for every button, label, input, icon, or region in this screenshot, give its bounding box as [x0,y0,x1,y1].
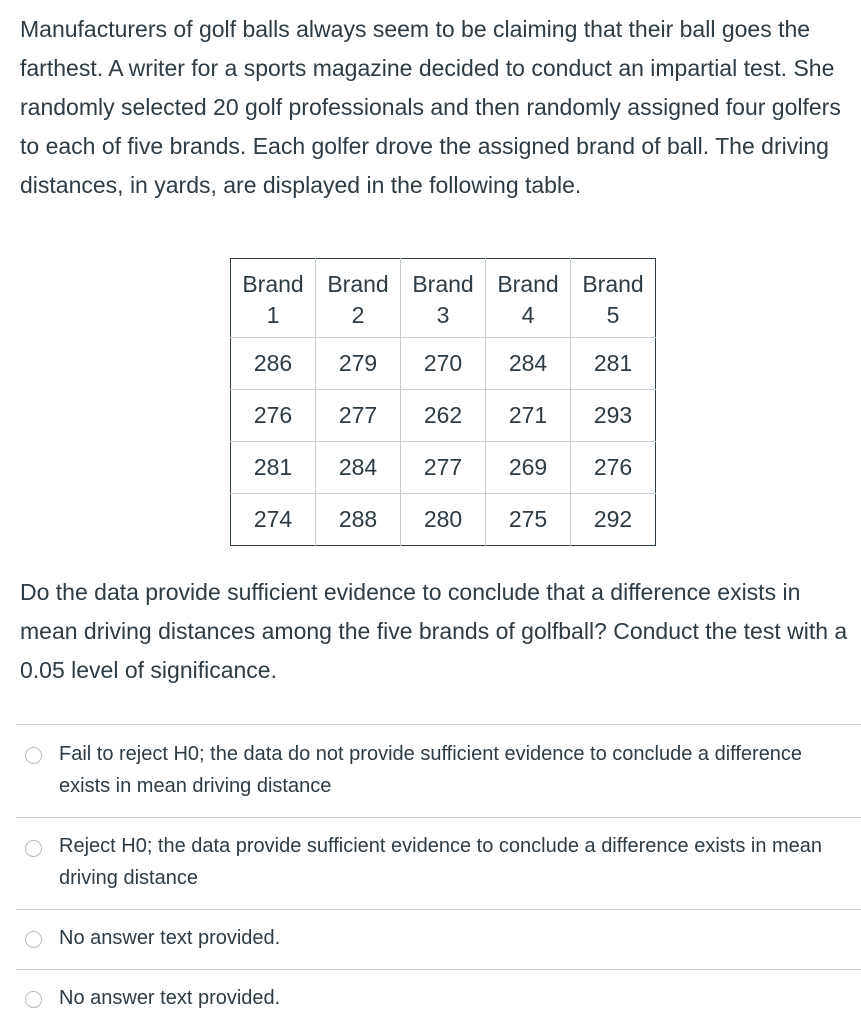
table-header-brand-5: Brand 5 [571,259,656,338]
answer-label[interactable]: No answer text provided. [59,987,281,1009]
table-cell: 288 [316,494,401,546]
answer-option-3[interactable] [16,909,861,969]
table-header-brand-2: Brand 2 [316,259,401,338]
radio-button[interactable] [25,931,42,948]
table-header-brand-4: Brand 4 [486,259,571,338]
table-row [231,494,656,546]
table-cell: 284 [486,338,571,390]
table-cell: 284 [316,442,401,494]
answer-label[interactable]: Reject H0; the data provide sufficient evidence to conclude a difference exists in mean driving distance [59,835,823,889]
answer-option-fail-to-reject[interactable] [16,724,861,817]
table-cell: 280 [401,494,486,546]
driving-distance-table [230,258,656,546]
table-header-brand-3: Brand 3 [401,259,486,338]
table-cell: 286 [231,338,316,390]
table-cell: 275 [486,494,571,546]
question-prompt: Do the data provide sufficient evidence to conclude that a difference exists in mean driving distances among the five brands of golfball? Conduct the test with a 0.05 level of significance. [20,579,848,683]
answer-label[interactable]: No answer text provided. [59,927,281,949]
table-row [231,442,656,494]
table-cell: 269 [486,442,571,494]
table-header-row [231,259,656,338]
radio-button[interactable] [25,991,42,1008]
answer-option-4[interactable] [16,969,861,1024]
radio-button[interactable] [25,840,42,857]
table-cell: 293 [571,390,656,442]
table-header-brand-1: Brand 1 [231,259,316,338]
table-cell: 292 [593,506,633,532]
question-intro: Manufacturers of golf balls always seem to be claiming that their ball goes the farthest. A writer for a sports magazine decided to conduct an impartial test. She randomly selected 20 golf professionals and then randomly assigned four golfers to each of five brands. Each golfer drove the assigned brand of ball. The driving distances, in yards, are displayed in the following table. [20,16,841,198]
table-cell: 262 [401,390,486,442]
table-cell: 276 [231,390,316,442]
answer-option-reject[interactable] [16,817,861,909]
table-cell: 277 [316,390,401,442]
table-cell: 277 [401,442,486,494]
answer-label[interactable]: Fail to reject H0; the data do not provide sufficient evidence to conclude a difference exists in mean driving distance [59,743,803,797]
data-table-container [230,258,656,546]
table-cell: 281 [571,338,656,390]
table-cell: 271 [486,390,571,442]
answer-list [16,724,861,1024]
table-cell: 279 [316,338,401,390]
table-cell: 276 [571,442,656,494]
table-cell: 274 [231,494,316,546]
table-row [231,390,656,442]
table-cell: 270 [401,338,486,390]
radio-button[interactable] [25,747,42,764]
table-cell: 281 [231,442,316,494]
table-row [231,338,656,390]
